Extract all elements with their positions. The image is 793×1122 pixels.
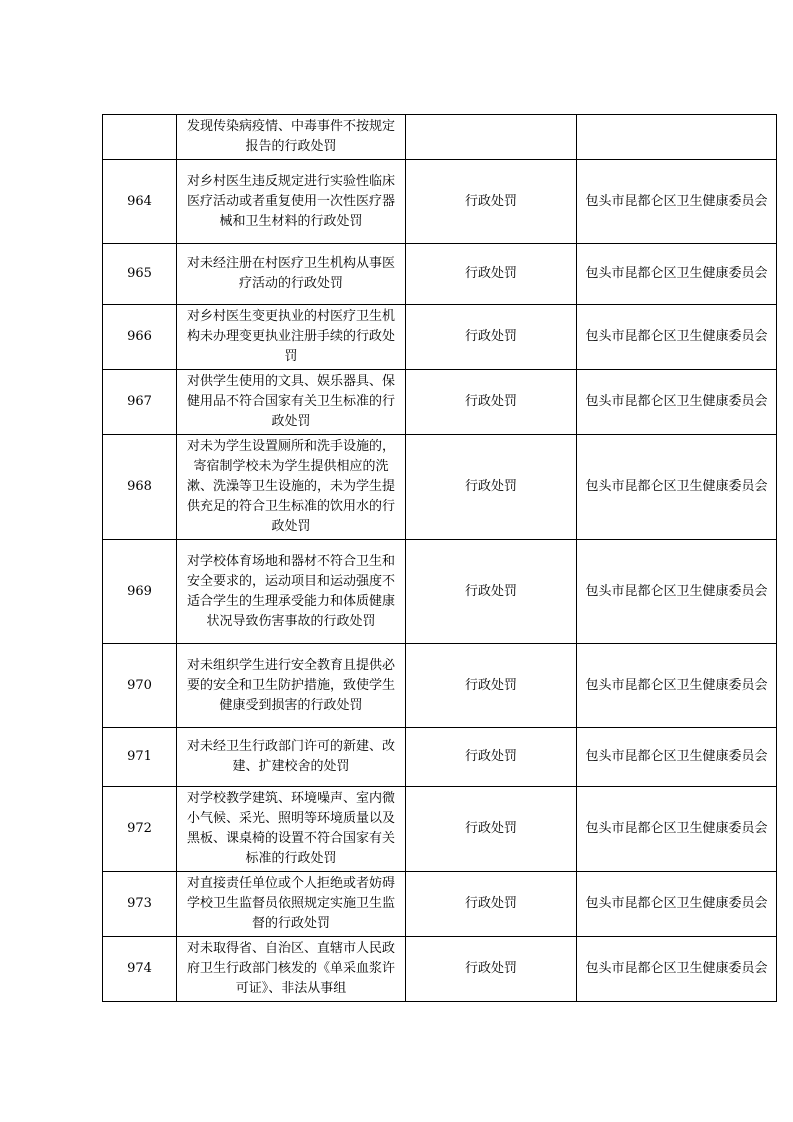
item-name: 对未经卫生行政部门许可的新建、改建、扩建校舍的处罚 [177,728,406,787]
row-number: 973 [103,872,177,937]
table-row [103,787,777,872]
penalty-type: 行政处罚 [406,644,577,728]
item-name: 对学校教学建筑、环境噪声、室内微小气候、采光、照明等环境质量以及黑板、课桌椅的设置不符合国家有关标准的行政处罚 [177,787,406,872]
item-name: 对未为学生设置厕所和洗手设施的，寄宿制学校未为学生提供相应的洗漱、洗澡等卫生设施的，未为学生提供充足的符合卫生标准的饮用水的行政处罚 [177,435,406,540]
row-number: 968 [103,435,177,540]
item-name: 发现传染病疫情、中毒事件不按规定报告的行政处罚 [177,115,406,160]
row-number [103,115,177,160]
item-name: 对未经注册在村医疗卫生机构从事医疗活动的行政处罚 [177,244,406,305]
penalty-table [102,114,777,1002]
department-name: 包头市昆都仑区卫生健康委员会 [577,435,777,540]
department-name: 包头市昆都仑区卫生健康委员会 [577,644,777,728]
table-row [103,540,777,644]
penalty-type: 行政处罚 [406,937,577,1002]
penalty-type: 行政处罚 [406,244,577,305]
table-row [103,937,777,1002]
table-row [103,305,777,370]
row-number: 967 [103,370,177,435]
item-name: 对直接责任单位或个人拒绝或者妨碍学校卫生监督员依照规定实施卫生监督的行政处罚 [177,872,406,937]
department-name: 包头市昆都仑区卫生健康委员会 [577,937,777,1002]
department-name: 包头市昆都仑区卫生健康委员会 [577,787,777,872]
item-name: 对未组织学生进行安全教育且提供必要的安全和卫生防护措施，致使学生健康受到损害的行政处罚 [177,644,406,728]
item-name: 对乡村医生变更执业的村医疗卫生机构未办理变更执业注册手续的行政处罚 [177,305,406,370]
penalty-type: 行政处罚 [406,160,577,244]
department-name: 包头市昆都仑区卫生健康委员会 [577,160,777,244]
department-name: 包头市昆都仑区卫生健康委员会 [577,370,777,435]
table-row [103,728,777,787]
department-name [577,115,777,160]
table-row [103,244,777,305]
penalty-type: 行政处罚 [406,728,577,787]
table-row [103,435,777,540]
penalty-type: 行政处罚 [406,787,577,872]
department-name: 包头市昆都仑区卫生健康委员会 [577,540,777,644]
row-number: 966 [103,305,177,370]
item-name: 对供学生使用的文具、娱乐器具、保健用品不符合国家有关卫生标准的行政处罚 [177,370,406,435]
row-number: 972 [103,787,177,872]
department-name: 包头市昆都仑区卫生健康委员会 [577,872,777,937]
department-name: 包头市昆都仑区卫生健康委员会 [577,244,777,305]
row-number: 964 [103,160,177,244]
row-number: 974 [103,937,177,1002]
row-number: 970 [103,644,177,728]
penalty-type: 行政处罚 [406,305,577,370]
item-name: 对乡村医生违反规定进行实验性临床医疗活动或者重复使用一次性医疗器械和卫生材料的行政处罚 [177,160,406,244]
row-number: 971 [103,728,177,787]
item-name: 对学校体育场地和器材不符合卫生和安全要求的，运动项目和运动强度不适合学生的生理承受能力和体质健康状况导致伤害事故的行政处罚 [177,540,406,644]
department-name: 包头市昆都仑区卫生健康委员会 [577,305,777,370]
penalty-type: 行政处罚 [406,540,577,644]
table-row [103,644,777,728]
item-name: 对未取得省、自治区、直辖市人民政府卫生行政部门核发的《单采血浆许可证》、非法从事组 [177,937,406,1002]
penalty-type [406,115,577,160]
table-row [103,160,777,244]
table-row [103,370,777,435]
row-number: 965 [103,244,177,305]
row-number: 969 [103,540,177,644]
table-row [103,115,777,160]
table-row [103,872,777,937]
department-name: 包头市昆都仑区卫生健康委员会 [577,728,777,787]
penalty-type: 行政处罚 [406,370,577,435]
penalty-type: 行政处罚 [406,435,577,540]
penalty-type: 行政处罚 [406,872,577,937]
